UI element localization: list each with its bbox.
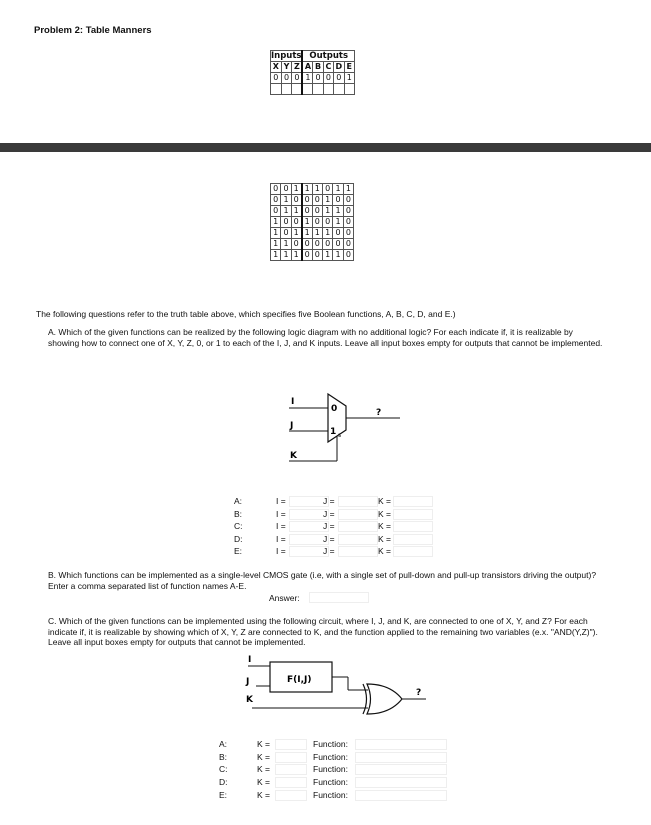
table-cell: 1 <box>302 184 312 195</box>
answer-label: Answer: <box>269 593 300 603</box>
function-input[interactable] <box>355 790 447 801</box>
xor-gate-input-curve <box>363 684 367 714</box>
table-cell: 0 <box>281 184 291 195</box>
k-label: K = <box>378 546 391 556</box>
table-cell: 1 <box>333 217 343 228</box>
table-cell: 1 <box>333 206 343 217</box>
j-label: J = <box>323 533 335 544</box>
table-cell: 1 <box>291 184 301 195</box>
table-cell: 0 <box>322 184 332 195</box>
table-cell: 1 <box>333 184 343 195</box>
mux-label-0: 0 <box>331 404 338 414</box>
table-cell: 0 <box>302 239 312 250</box>
table-cell: 1 <box>281 195 291 206</box>
function-label: Function: <box>313 789 348 800</box>
table-cell: 1 <box>281 206 291 217</box>
function-label: Function: <box>313 751 348 762</box>
function-input[interactable] <box>355 777 447 788</box>
table-cell: 1 <box>281 239 291 250</box>
k-input[interactable] <box>275 752 307 763</box>
table-cell: 1 <box>271 239 281 250</box>
k-label: K = <box>378 496 391 506</box>
table-cell: 0 <box>343 228 353 239</box>
table-cell: 1 <box>271 250 281 261</box>
k-label: K = <box>378 508 391 519</box>
table-cell: 0 <box>291 217 301 228</box>
i-label: I = <box>276 521 286 531</box>
k-input[interactable] <box>393 496 433 507</box>
question-b-text: B. Which functions can be implemented as a single-level CMOS gate (i.e, with a single set of pull-down and pull-up transistors driving the output)? Enter a comma separated list of function names A-E. <box>48 570 597 591</box>
table-cell: 0 <box>333 239 343 250</box>
table-cell: 0 <box>271 206 281 217</box>
table-cell: 1 <box>281 250 291 261</box>
j-input[interactable] <box>338 546 378 557</box>
table-cell: 0 <box>302 250 312 261</box>
table-cell: 1 <box>333 250 343 261</box>
table-cell: 0 <box>343 206 353 217</box>
column-header-x: X <box>271 62 282 73</box>
table-cell: 1 <box>302 73 312 84</box>
table-cell: 1 <box>271 228 281 239</box>
mux-label-s: s <box>338 432 342 439</box>
truth-table-body <box>270 183 354 261</box>
table-cell: 0 <box>302 195 312 206</box>
table-cell: 1 <box>291 206 301 217</box>
k-input[interactable] <box>275 739 307 750</box>
k-label: K = <box>257 751 270 762</box>
k-label: K = <box>257 739 270 749</box>
table-cell: 0 <box>281 73 292 84</box>
table-cell: 1 <box>322 228 332 239</box>
k-label: K = <box>257 777 270 788</box>
k-label: K = <box>257 764 270 775</box>
j-input[interactable] <box>338 534 378 545</box>
mux-label-k: K <box>290 451 297 461</box>
i-label: I = <box>276 546 286 556</box>
table-cell: 1 <box>322 206 332 217</box>
j-label: J = <box>323 496 335 506</box>
table-cell: 0 <box>312 250 322 261</box>
row-label: E: <box>234 546 243 556</box>
table-cell: 0 <box>291 239 301 250</box>
row-label: B: <box>219 751 228 762</box>
row-label: A: <box>234 496 243 506</box>
j-label: J = <box>323 508 335 519</box>
table-cell: 0 <box>343 195 353 206</box>
k-input[interactable] <box>393 509 433 520</box>
table-cell: 1 <box>302 217 312 228</box>
table-row <box>271 250 354 261</box>
answer-input[interactable] <box>309 592 369 603</box>
table-cell: 0 <box>291 195 301 206</box>
table-cell: 0 <box>292 73 303 84</box>
function-label: Function: <box>313 777 348 788</box>
table-cell: 0 <box>343 239 353 250</box>
row-label: D: <box>219 777 228 788</box>
k-label: K = <box>378 533 391 544</box>
row-label: D: <box>234 533 243 544</box>
outputs-header: Outputs <box>302 51 354 62</box>
table-cell: 0 <box>334 73 344 84</box>
mux-diagram <box>280 390 410 468</box>
i-label: I = <box>276 508 286 519</box>
circuit-output: ? <box>416 688 422 698</box>
problem-title: Problem 2: Table Manners <box>34 25 152 36</box>
table-cell: 0 <box>312 239 322 250</box>
table-row <box>271 239 354 250</box>
function-label: Function: <box>313 764 348 775</box>
circuit-label-j: J <box>246 677 250 687</box>
table-cell: 1 <box>322 195 332 206</box>
table-cell: 0 <box>281 217 291 228</box>
table-cell: 1 <box>343 184 353 195</box>
column-header-d: D <box>335 62 343 71</box>
table-cell: 1 <box>302 228 312 239</box>
table-cell: 0 <box>322 217 332 228</box>
circuit-label-k: K <box>246 695 253 705</box>
column-header-c: C <box>323 62 333 73</box>
table-cell: 1 <box>291 228 301 239</box>
k-label: K = <box>378 521 391 531</box>
function-block-label: F(I,J) <box>287 675 312 685</box>
table-cell: 0 <box>271 184 281 195</box>
circuit-diagram <box>240 652 440 722</box>
k-input[interactable] <box>393 534 433 545</box>
mux-label-1: 1 <box>330 427 337 437</box>
table-cell: 0 <box>312 217 322 228</box>
table-cell: 0 <box>312 195 322 206</box>
question-a-text: A. Which of the given functions can be realized by the following logic diagram with no additional logic? For each indicate if, it is realizable by showing how to connect one of X, Y, Z, 0, or 1 to each of the I, J, and K inputs. Leave all input boxes empty for outputs that cannot be implemented. <box>48 327 603 348</box>
function-input[interactable] <box>355 739 447 750</box>
j-label: J = <box>323 546 335 556</box>
truth-table-header <box>270 50 355 95</box>
j-input[interactable] <box>338 509 378 520</box>
table-cell: 1 <box>312 184 322 195</box>
row-label: C: <box>234 521 243 531</box>
table-cell: 0 <box>343 250 353 261</box>
column-header-y: Y <box>281 62 292 73</box>
function-input[interactable] <box>355 752 447 763</box>
row-label: B: <box>234 508 243 519</box>
row-label: C: <box>219 764 228 775</box>
i-label: I = <box>276 533 286 544</box>
j-input[interactable] <box>338 521 378 532</box>
table-cell: 0 <box>271 195 281 206</box>
table-cell: 0 <box>271 73 282 84</box>
table-cell: 0 <box>333 195 343 206</box>
row-label: A: <box>219 739 228 749</box>
page-divider-bar <box>0 143 651 152</box>
column-header-e: E <box>344 62 354 73</box>
xor-gate <box>367 684 402 714</box>
i-label: I = <box>276 496 286 506</box>
column-header-a: A <box>302 62 312 73</box>
table-row <box>271 206 354 217</box>
function-input[interactable] <box>355 764 447 775</box>
table-cell: 0 <box>322 239 332 250</box>
column-header-z: Z <box>292 62 303 73</box>
mux-label-j: J <box>290 421 294 431</box>
table-cell: 0 <box>302 206 312 217</box>
k-input[interactable] <box>275 790 307 801</box>
table-cell: 1 <box>312 228 322 239</box>
table-cell: 1 <box>291 250 301 261</box>
circuit-label-i: I <box>248 655 252 665</box>
k-input[interactable] <box>393 546 433 557</box>
table-cell: 0 <box>281 228 291 239</box>
table-cell: 1 <box>322 250 332 261</box>
column-header-b: B <box>313 62 323 73</box>
k-input[interactable] <box>275 777 307 788</box>
k-input[interactable] <box>393 521 433 532</box>
function-label: Function: <box>313 739 348 749</box>
table-row <box>271 195 354 206</box>
table-cell: 0 <box>343 217 353 228</box>
table-cell: 0 <box>313 73 323 84</box>
k-input[interactable] <box>275 764 307 775</box>
row-label: E: <box>219 789 228 800</box>
question-c-text: C. Which of the given functions can be implemented using the following circuit, where I, J, and K, are connected to one of X, Y, and Z? For each indicate if, it is realizable by showing which of X, Y, Z are connected to K, and the function applied to the remaining two variables (e.x. "AND(Y,Z)"). Leave all input boxes empty for outputs that cannot be implemented. <box>48 616 598 647</box>
j-input[interactable] <box>338 496 378 507</box>
j-label: J = <box>323 521 335 531</box>
k-label: K = <box>257 789 270 800</box>
table-row <box>271 228 354 239</box>
inputs-header: Inputs <box>271 51 302 61</box>
mux-label-i: I <box>291 397 295 407</box>
table-cell: 1 <box>271 217 281 228</box>
table-row <box>271 217 354 228</box>
mux-output: ? <box>376 408 382 418</box>
table-cell: 0 <box>333 228 343 239</box>
table-cell: 0 <box>323 73 333 84</box>
table-cell: 0 <box>312 206 322 217</box>
intro-text: The following questions refer to the truth table above, which specifies five Boolean functions, A, B, C, D, and E.) <box>36 309 456 319</box>
table-row <box>271 184 354 195</box>
table-cell: 1 <box>344 73 354 84</box>
